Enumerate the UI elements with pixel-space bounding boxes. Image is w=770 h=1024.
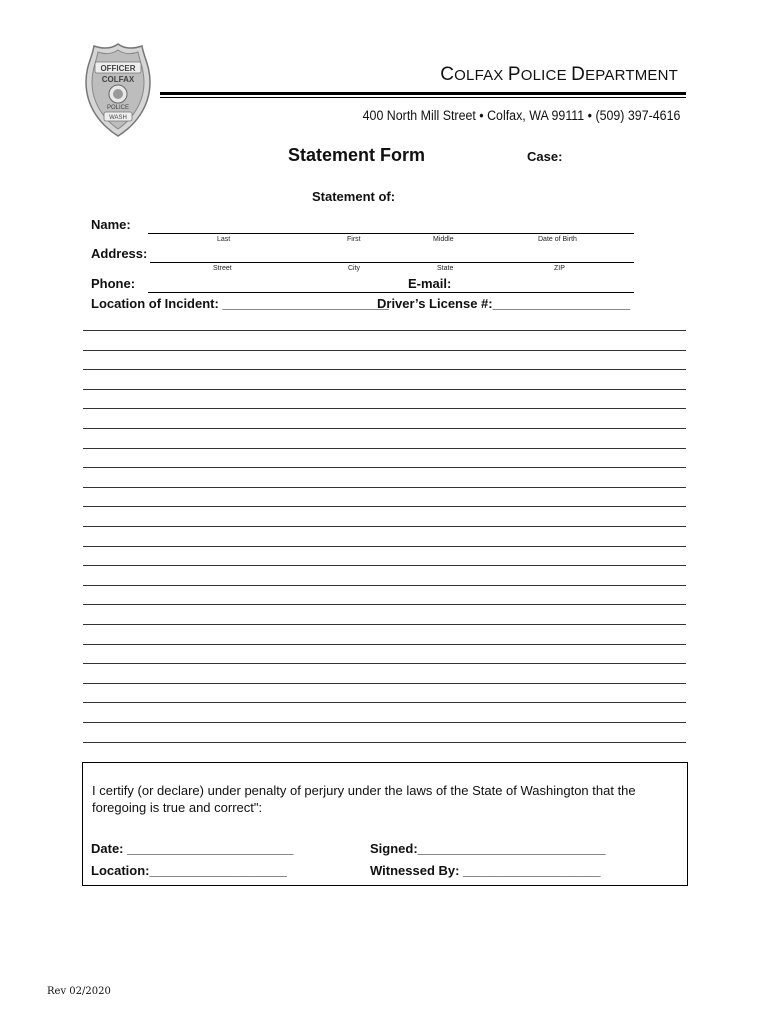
witnessed-by-field[interactable]: Witnessed By: ___________________ — [370, 863, 601, 878]
location-field[interactable]: Location:___________________ — [91, 863, 287, 878]
sublabel-street: Street — [213, 265, 232, 272]
date-field[interactable]: Date: _______________________ — [91, 841, 294, 856]
writing-line[interactable] — [83, 663, 686, 664]
writing-line[interactable] — [83, 448, 686, 449]
sublabel-middle: Middle — [433, 236, 454, 243]
writing-line[interactable] — [83, 467, 686, 468]
writing-line[interactable] — [83, 408, 686, 409]
sublabel-state: State — [437, 265, 454, 272]
writing-line[interactable] — [83, 683, 686, 684]
address-label: Address: — [91, 246, 148, 261]
case-label: Case: — [527, 149, 563, 164]
department-address: 400 North Mill Street • Colfax, WA 99111 • (509) 397-4616 — [362, 108, 680, 123]
phone-email-field[interactable] — [148, 292, 634, 293]
writing-line[interactable] — [83, 565, 686, 566]
location-of-incident-label: Location of Incident: _______________________ — [91, 296, 389, 311]
police-badge-icon — [84, 42, 152, 138]
revision-label: Rev 02/2020 — [47, 986, 111, 997]
writing-line[interactable] — [83, 585, 686, 586]
badge-colfax-text: COLFAX — [101, 75, 135, 84]
sublabel-dob: Date of Birth — [538, 236, 577, 243]
writing-line[interactable] — [83, 330, 686, 331]
department-name: COLFAX POLICE DEPARTMENT — [440, 64, 678, 85]
writing-line[interactable] — [83, 702, 686, 703]
sublabel-city: City — [348, 265, 361, 272]
writing-line[interactable] — [83, 389, 686, 390]
header-rule-thick — [160, 92, 686, 95]
badge-police-text: POLICE — [106, 105, 130, 111]
writing-line[interactable] — [83, 369, 686, 370]
signed-field[interactable]: Signed:__________________________ — [370, 841, 606, 856]
writing-line[interactable] — [83, 644, 686, 645]
address-field[interactable] — [150, 262, 634, 263]
badge-officer-text: OFFICER — [100, 64, 136, 73]
phone-label: Phone: — [91, 276, 136, 291]
writing-line[interactable] — [83, 350, 686, 351]
sublabel-zip: ZIP — [554, 265, 565, 272]
writing-line[interactable] — [83, 624, 686, 625]
writing-line[interactable] — [83, 604, 686, 605]
name-field[interactable] — [148, 233, 634, 234]
badge-wash-text: WASH — [109, 115, 127, 121]
sublabel-first: First — [347, 236, 361, 243]
writing-line[interactable] — [83, 487, 686, 488]
header-rule-thin — [160, 97, 686, 98]
drivers-license-label: Driver’s License #:___________________ — [377, 296, 630, 311]
statement-of-label: Statement of: — [312, 189, 396, 204]
writing-line[interactable] — [83, 526, 686, 527]
writing-line[interactable] — [83, 546, 686, 547]
writing-line[interactable] — [83, 722, 686, 723]
writing-line[interactable] — [83, 742, 686, 743]
form-title: Statement Form — [288, 145, 426, 165]
email-label: E-mail: — [408, 276, 452, 291]
sublabel-last: Last — [217, 236, 231, 243]
writing-line[interactable] — [83, 428, 686, 429]
writing-line[interactable] — [83, 506, 686, 507]
certification-text: I certify (or declare) under penalty of perjury under the laws of the State of Washington that the foregoing is true and correct": — [92, 783, 636, 815]
name-label: Name: — [91, 217, 131, 232]
